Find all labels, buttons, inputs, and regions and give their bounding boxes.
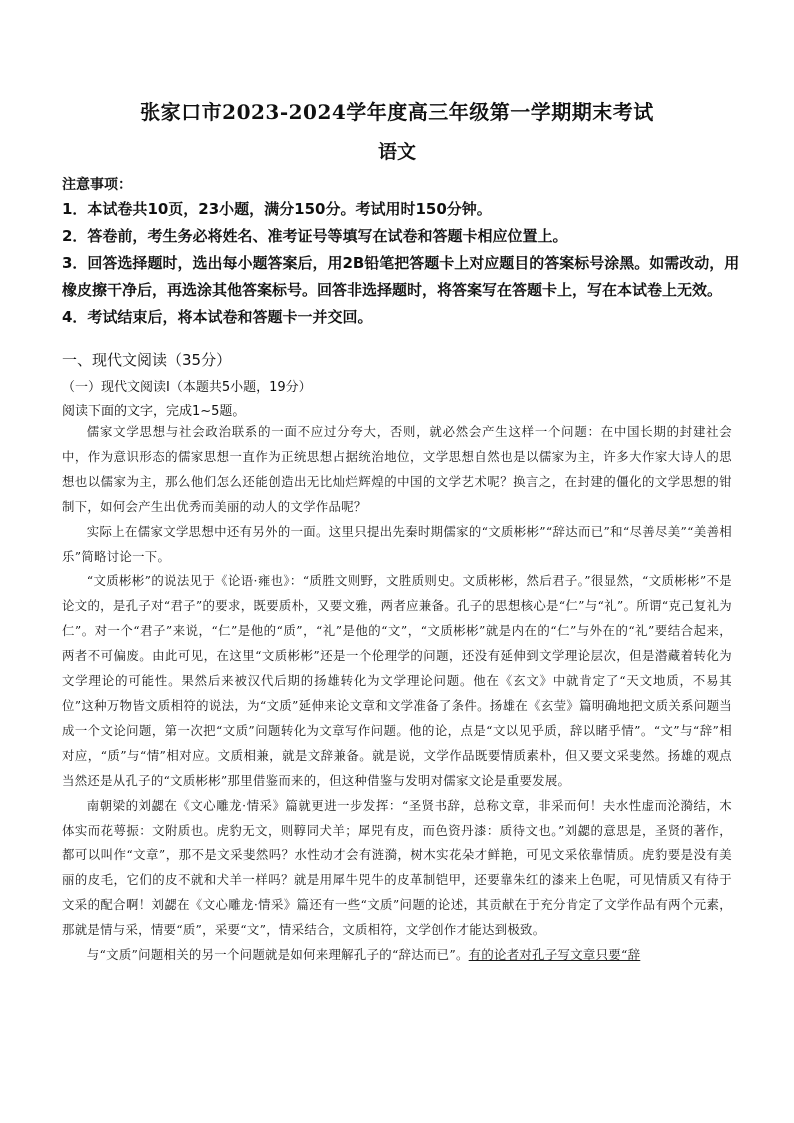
reading-instruction: 阅读下面的文字，完成1~5题。	[62, 404, 246, 419]
subsection-title: （一）现代文阅读Ⅰ（本题共5小题，19分）	[62, 380, 312, 395]
subject-title: 语文	[377, 141, 416, 163]
passage	[62, 420, 732, 968]
notice-item-4: 4．考试结束后，将本试卷和答题卡一并交回。	[62, 308, 373, 326]
passage-paragraph-1: 儒家文学思想与社会政治联系的一面不应过分夸大，否则，就必然会产生这样一个问题：在中国长期的封建社会中，作为意识形态的儒家思想一直作为正统思想占据统治地位，文学思想自然也是以儒家为主，许多大作家大诗人的思想也以儒家为主，那么他们怎么还能创造出无比灿烂辉煌的中国的文学艺术呢？换言之，在封建的僵化的文学思想的钳制下，如何会产生出优秀而美丽的动人的文学作品呢？	[62, 424, 732, 514]
notice-list	[62, 196, 742, 331]
notice-item-1: 1．本试卷共10页，23小题，满分150分。考试用时150分钟。	[62, 200, 492, 218]
notice-heading: 注意事项：	[62, 177, 132, 193]
passage-paragraph-3: “文质彬彬”的说法见于《论语·雍也》：“质胜文则野，文胜质则史。文质彬彬，然后君子。”很显然，“文质彬彬”不是论文的，是孔子对“君子”的要求，既要质朴，又要文雅，两者应兼备。孔子的思想核心是“仁”与“礼”。所谓“克己复礼为仁”。对一个“君子”来说，“仁”是他的“质”，“礼”是他的“文”，“文质彬彬”就是内在的“仁”与外在的“礼”要结合起来，两者不可偏废。由此可见，在这里“文质彬彬”还是一个伦理学的问题，还没有延伸到文学理论层次，但是潜藏着转化为文学理论的可能性。果然后来被汉代后期的扬雄转化为文学理论问题。他在《玄文》中就肯定了“天文地质，不易其位”这种万物皆文质相符的说法，为“文质”延伸来论文章和文学准备了条件。扬雄在《玄莹》篇明确地把文质关系问题当成一个文论问题，第一次把“文质”问题转化为文章写作问题。他的论，点是“文以见乎质，辞以睹乎情”。“文”与“辞”相对应，“质”与“情”相对应。文质相兼，就是文辞兼备。就是说，文学作品既要情质素朴，但又要文采斐然。扬雄的观点当然还是从孔子的“文质彬彬”那里借鉴而来的，但这种借鉴与发明对儒家文论是重要发展。	[62, 573, 732, 788]
passage-paragraph-5	[62, 943, 732, 968]
passage-last-line: 与“文质”问题相关的另一个问题就是如何来理解孔子的“辞达而已”。	[86, 947, 469, 963]
notice-item-2: 2．答卷前，考生务必将姓名、准考证号等填写在试卷和答题卡相应位置上。	[62, 227, 568, 245]
passage-paragraph-4: 南朝梁的刘勰在《文心雕龙·情采》篇就更进一步发挥：“圣贤书辞，总称文章，非采而何！夫水性虚而沦漪结，木体实而花萼振：文附质也。虎豹无文，则鞟同犬羊；犀兕有皮，而色资丹漆：质待文也。”刘勰的意思是，圣贤的著作，都可以叫作“文章”，那不是文采斐然吗？水性动才会有涟漪，树木实花朵才鲜艳，可见文采依靠情质。虎豹要是没有美丽的皮毛，它们的皮不就和犬羊一样吗？就是用犀牛兕牛的皮革制铠甲，还要靠朱红的漆来上色呢，可见情质又有待于文采的配合啊！刘勰在《文心雕龙·情采》篇还有一些“文质”问题的论述，其贡献在于充分肯定了文学作品有两个元素，那就是情与采，情要“质”，采要“文”，情采结合，文质相符，文学创作才能达到极致。	[62, 797, 732, 938]
passage-paragraph-2: 实际上在儒家文学思想中还有另外的一面。这里只提出先秦时期儒家的“文质彬彬”“辞达而已”和“尽善尽美”“美善相乐”简略讨论一下。	[62, 523, 732, 564]
section-title: 一、现代文阅读（35分）	[62, 351, 232, 369]
notice-item-3: 3．回答选择题时，选出每小题答案后，用2B铅笔把答题卡上对应题目的答案标号涂黑。如需改动，用橡皮擦干净后，再选涂其他答案标号。回答非选择题时，将答案写在答题卡上，写在本试卷上无效。	[62, 254, 740, 299]
underlined-text: 有的论者对孔子写文章只要“辞	[468, 947, 641, 963]
exam-title: 张家口市2023-2024学年度高三年级第一学期期末考试	[140, 100, 654, 124]
